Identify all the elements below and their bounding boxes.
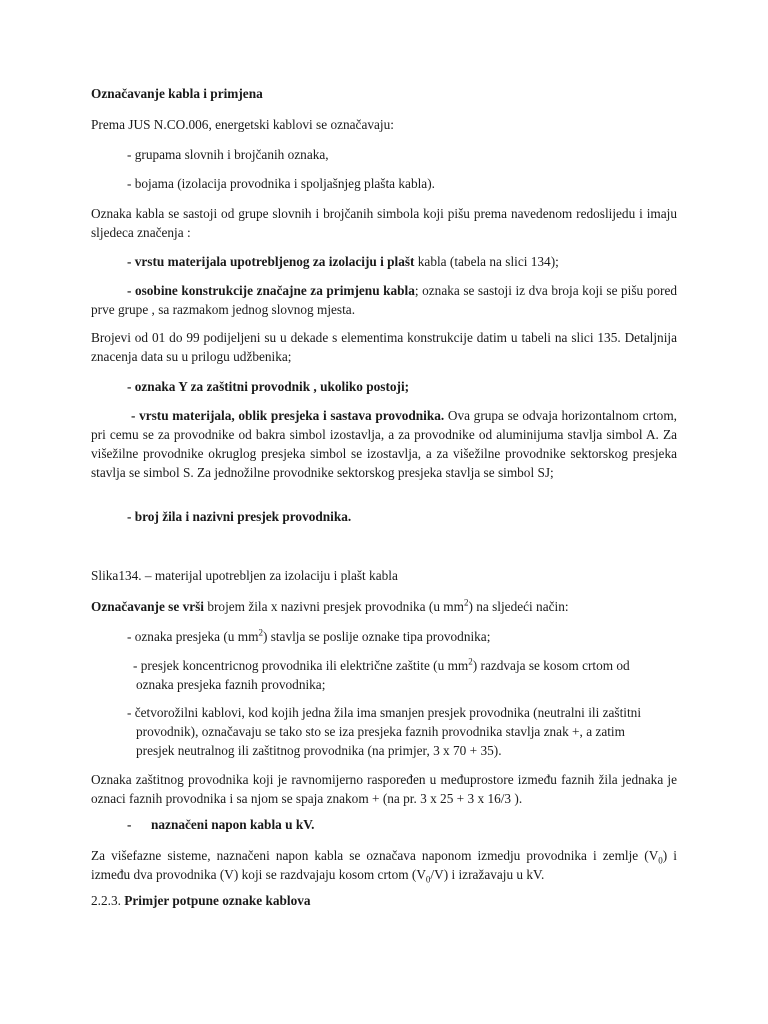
list-item-conductor [91, 406, 677, 482]
para-text-end: /V) i izražavaju u kV. [430, 867, 545, 882]
superscript: 2 [258, 627, 263, 638]
mark-item-2: - bojama (izolacija provodnika i spoljašnjeg plašta kabla). [127, 176, 435, 191]
list-item-cores: - broj žila i nazivni presjek provodnika. [127, 509, 352, 524]
marking-paragraph [91, 597, 677, 616]
paragraph-2: Brojevi od 01 do 99 podijeljeni su u dekade s elementima konstrukcije datim u tabeli na slici 135. Detaljnija znacenja data su u prilogu udžbenika; [91, 330, 677, 364]
heading: Označavanje kabla i primjena [91, 86, 263, 101]
sub-item-line3: presjek neutralnog ili zaštitnog provodnika (na primjer, 3 x 70 + 35). [136, 743, 502, 758]
subscript: 0 [425, 874, 431, 885]
mark-item-1: - grupama slovnih i brojčanih oznaka, [127, 147, 329, 162]
list-item-bold: - vrstu materijala upotrebljenog za izolaciju i plašt [127, 254, 415, 269]
subscript: 0 [658, 855, 663, 866]
list-item-bold: - vrstu materijala, oblik presjeka i sastava provodnika. [131, 408, 445, 423]
list-item-protective: - oznaka Y za zaštitni provodnik , ukoliko postoji; [127, 379, 410, 394]
marking-text: brojem žila x nazivni presjek provodnika (u mm [204, 599, 464, 614]
sub-item-3 [127, 703, 679, 760]
list-item-text: naznačeni napon kabla u kV. [151, 817, 315, 832]
list-item-text: ; oznaka se sastoji iz dva broja koji se pišu pored prve grupe , sa razmakom jednog slovnog mjesta. [91, 283, 677, 317]
list-item-text: Ova grupa se odvaja horizontalnom crtom, pri cemu se za provodnike od bakra simbol izostavlja, a za provodnike od aluminijuma stavlja simbol A. Za višežilne provodnike okruglog presjeka simbol se izostavlja, a za višežilne provodnike sektorskog presjeka stavlja se simbol S. Za jednožilne provodnike sektorskog presjeka stavlja se simbol SJ; [91, 408, 677, 480]
para-text: Za višefazne sisteme, naznačeni napon kabla se označava naponom izmedju provodnika i zemlje (V [91, 848, 659, 863]
sub-item-text: - oznaka presjeka (u mm [127, 629, 259, 644]
sub-item-1 [127, 627, 677, 646]
sub-item-text-line2: oznaka presjeka faznih provodnika; [136, 677, 326, 692]
intro-text: Prema JUS N.CO.006, energetski kablovi se označavaju: [91, 117, 394, 132]
figure-caption: Slika134. – materijal upotrebljen za izolaciju i plašt kabla [91, 568, 398, 583]
section-heading [91, 891, 677, 910]
sub-item-text-end: ) stavlja se poslije oznake tipa provodnika; [262, 629, 491, 644]
list-item-text: kabla (tabela na slici 134); [414, 254, 559, 269]
list-item-material [127, 252, 677, 271]
section-title: Primjer potpune oznake kablova [124, 893, 311, 908]
list-item-construction [91, 281, 677, 319]
sub-item-line2: provodnik), označavaju se tako sto se iza presjeka faznih provodnika stavlja znak +, a zatim [136, 724, 625, 739]
sub-item-2 [133, 656, 679, 694]
superscript: 2 [463, 597, 469, 608]
para-text-mid: ) i između dva provodnika (V) koji se razdvajaju kosom crtom (V [91, 848, 677, 882]
marking-text-end: ) na sljedeći način: [468, 599, 569, 614]
paragraph-1: Oznaka kabla se sastoji od grupe slovnih i brojčanih simbola koji pišu prema navedenom redoslijedu i imaju sljedeca značenja : [91, 206, 677, 240]
sub-item-text-mid: ) razdvaja se kosom crtom od [472, 658, 630, 673]
list-item-voltage [127, 815, 677, 834]
superscript: 2 [468, 656, 473, 667]
paragraph-3: Oznaka zaštitnog provodnika koji je ravnomijerno raspoređen u međuprostore između faznih žila jednaka je oznaci faznih provodnika i sa njom se spaja znakom + (na pr. 3 x 25 + 3 x 16/3 ). [91, 772, 677, 806]
sub-item-line1: - četvorožilni kablovi, kod kojih jedna žila ima smanjen presjek provodnika (neutralni ili zaštitni [127, 705, 642, 720]
sub-item-text: - presjek koncentricnog provodnika ili električne zaštite (u mm [133, 658, 469, 673]
dash-marker: - [127, 817, 132, 832]
list-item-bold: - osobine konstrukcije značajne za primjenu kabla [127, 283, 415, 298]
marking-bold: Označavanje se vrši [91, 599, 205, 614]
section-number: 2.2.3. [91, 893, 121, 908]
paragraph-4 [91, 846, 677, 884]
